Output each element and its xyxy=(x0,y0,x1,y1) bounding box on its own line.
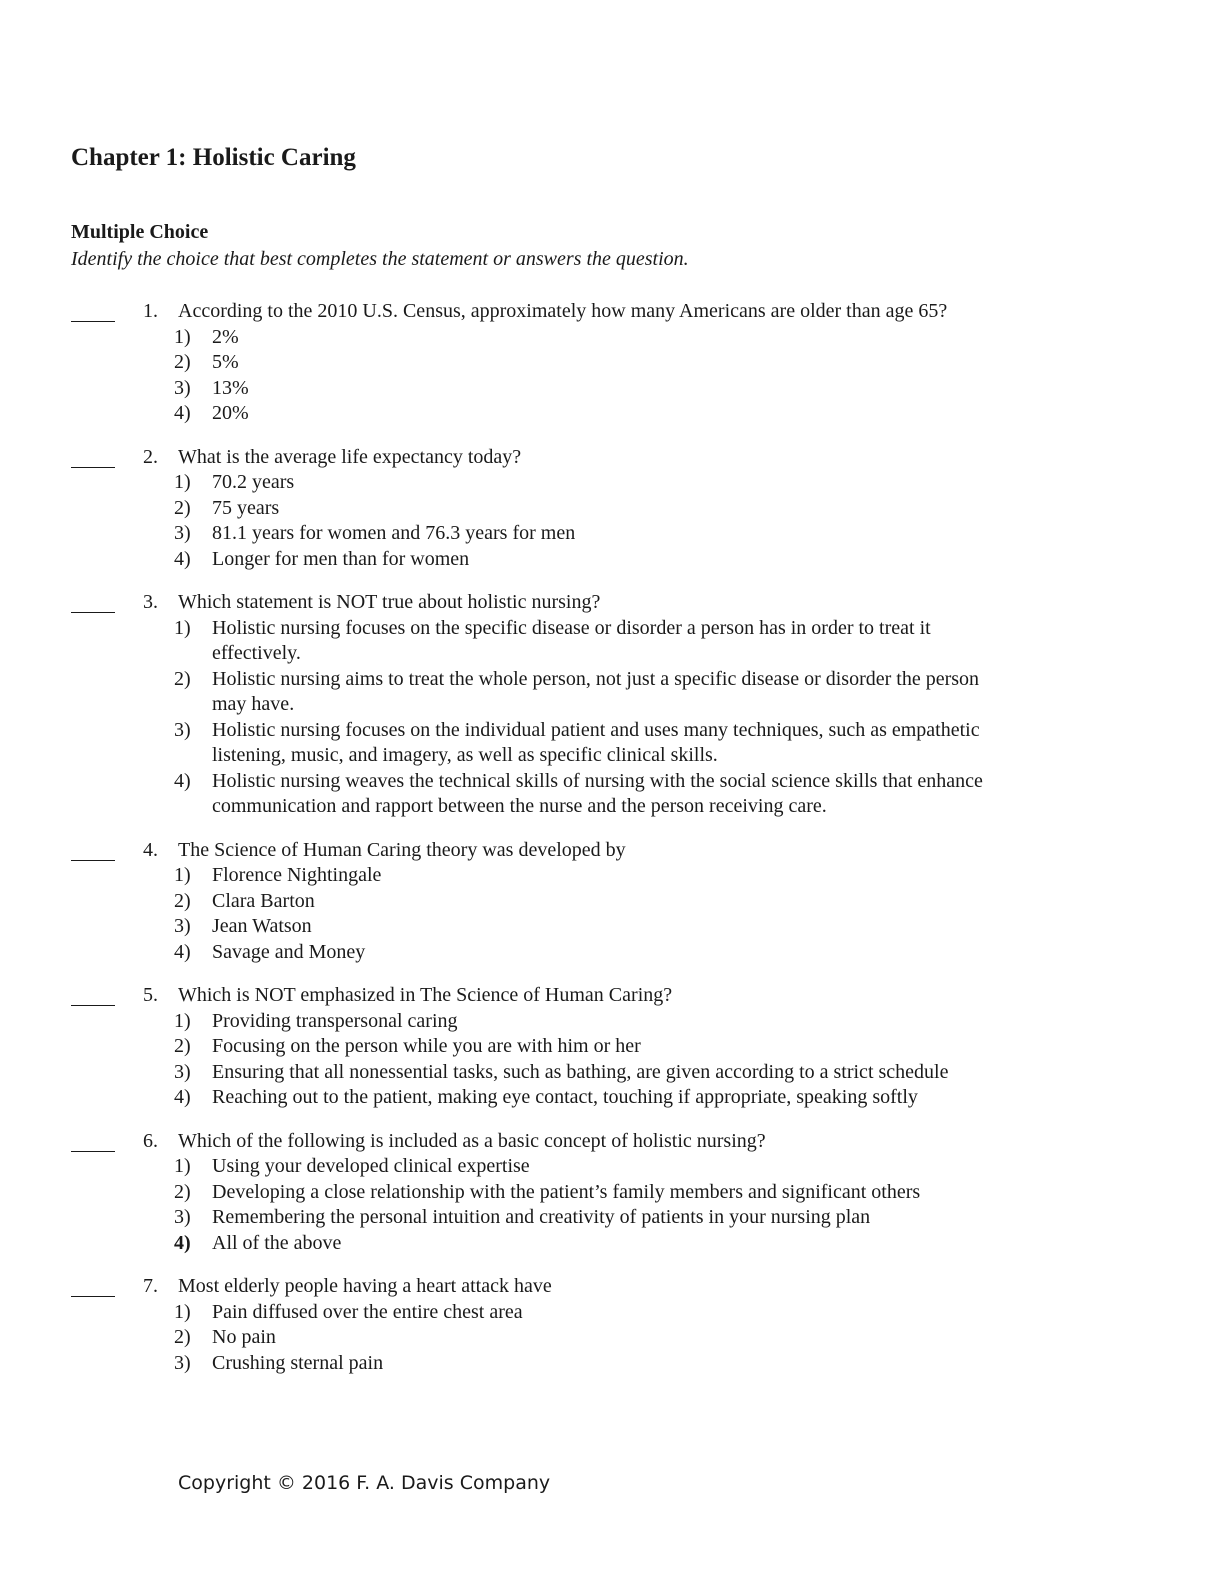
option-number: 1) xyxy=(174,1300,191,1323)
question-stem xyxy=(0,838,1224,864)
question-number: 6. xyxy=(143,1129,158,1152)
answer-blank[interactable] xyxy=(71,1274,115,1297)
option-text: Holistic nursing focuses on the individual patient and uses many techniques, such as empathetic listening, music, and imagery, as well as specific clinical skills. xyxy=(212,718,980,766)
section-heading: Multiple Choice xyxy=(71,221,209,243)
option-text: 5% xyxy=(212,351,239,373)
question-number: 7. xyxy=(143,1275,158,1297)
answer-option xyxy=(0,889,1002,915)
answer-option xyxy=(0,1009,1002,1035)
option-number: 2) xyxy=(174,496,191,519)
answer-option xyxy=(0,401,1002,427)
answer-option xyxy=(0,667,1002,718)
option-number: 1) xyxy=(174,864,191,886)
option-text: Holistic nursing aims to treat the whole person, not just a specific disease or disorder the person may have. xyxy=(212,667,980,715)
option-text: Clara Barton xyxy=(212,889,315,912)
answer-option xyxy=(0,1231,1002,1257)
option-number: 2) xyxy=(174,1035,191,1057)
question-item xyxy=(0,838,1224,966)
option-list xyxy=(0,1009,1224,1111)
answer-blank[interactable] xyxy=(71,299,115,322)
answer-option xyxy=(0,470,1002,496)
question-stem xyxy=(0,1129,1224,1155)
question-list xyxy=(0,299,1224,1394)
question-text: According to the 2010 U.S. Census, approximately how many Americans are older than age 65? xyxy=(178,300,948,322)
option-number: 1) xyxy=(174,1155,191,1177)
option-list xyxy=(0,1300,1224,1377)
answer-option xyxy=(0,1060,1002,1086)
question-stem xyxy=(0,299,1224,325)
question-number: 1. xyxy=(143,300,158,322)
option-text: Crushing sternal pain xyxy=(212,1351,384,1374)
answer-option xyxy=(0,1325,1002,1351)
answer-option xyxy=(0,1154,1002,1180)
option-number: 1) xyxy=(174,471,191,493)
question-item xyxy=(0,590,1224,820)
answer-blank[interactable] xyxy=(71,445,115,468)
answer-option xyxy=(0,350,1002,376)
option-text: 75 years xyxy=(212,496,280,519)
option-number: 4) xyxy=(174,769,191,792)
option-text: Pain diffused over the entire chest area xyxy=(212,1300,523,1323)
option-list xyxy=(0,863,1224,965)
option-number: 3) xyxy=(174,1060,191,1083)
copyright-footer: Copyright © 2016 F. A. Davis Company xyxy=(178,1472,551,1494)
option-list xyxy=(0,1154,1224,1256)
option-text: Focusing on the person while you are with him or her xyxy=(212,1035,641,1057)
answer-option xyxy=(0,914,1002,940)
option-text: Florence Nightingale xyxy=(212,864,382,886)
option-number: 4) xyxy=(174,402,191,424)
question-text: Which statement is NOT true about holistic nursing? xyxy=(178,591,601,613)
instructions: Identify the choice that best completes the statement or answers the question. xyxy=(71,248,689,270)
option-number: 4) xyxy=(174,1231,191,1254)
option-number: 2) xyxy=(174,351,191,373)
answer-option xyxy=(0,547,1002,573)
option-list xyxy=(0,616,1224,820)
option-number: 3) xyxy=(174,1351,191,1374)
answer-option xyxy=(0,496,1002,522)
option-text: Holistic nursing focuses on the specific disease or disorder a person has in order to treat it effectively. xyxy=(212,616,931,664)
option-text: Jean Watson xyxy=(212,915,312,937)
option-text: Ensuring that all nonessential tasks, such as bathing, are given according to a strict schedule xyxy=(212,1060,949,1083)
option-number: 3) xyxy=(174,1206,191,1228)
answer-option xyxy=(0,1034,1002,1060)
option-number: 2) xyxy=(174,1326,191,1348)
answer-option xyxy=(0,521,1002,547)
answer-option xyxy=(0,863,1002,889)
option-number: 4) xyxy=(174,940,191,963)
answer-option xyxy=(0,1205,1002,1231)
option-number: 4) xyxy=(174,547,191,570)
question-stem xyxy=(0,590,1224,616)
question-number: 2. xyxy=(143,445,158,468)
option-text: 20% xyxy=(212,402,249,424)
answer-blank[interactable] xyxy=(71,1129,115,1152)
option-text: Savage and Money xyxy=(212,940,366,963)
question-item xyxy=(0,1129,1224,1257)
option-text: Providing transpersonal caring xyxy=(212,1009,458,1032)
question-number: 5. xyxy=(143,984,158,1006)
option-text: Developing a close relationship with the patient’s family members and significant others xyxy=(212,1180,921,1203)
answer-blank[interactable] xyxy=(71,983,115,1006)
option-text: Remembering the personal intuition and creativity of patients in your nursing plan xyxy=(212,1206,871,1228)
answer-option xyxy=(0,769,1002,820)
option-text: Reaching out to the patient, making eye contact, touching if appropriate, speaking softly xyxy=(212,1086,918,1108)
chapter-title: Chapter 1: Holistic Caring xyxy=(71,144,356,171)
option-number: 2) xyxy=(174,889,191,912)
question-item xyxy=(0,299,1224,427)
answer-option xyxy=(0,1351,1002,1377)
option-number: 2) xyxy=(174,1180,191,1203)
answer-option xyxy=(0,376,1002,402)
answer-option xyxy=(0,1180,1002,1206)
question-stem xyxy=(0,983,1224,1009)
question-item xyxy=(0,983,1224,1111)
option-list xyxy=(0,325,1224,427)
option-number: 3) xyxy=(174,718,191,741)
option-text: 13% xyxy=(212,376,249,399)
option-number: 1) xyxy=(174,1009,191,1032)
answer-option xyxy=(0,718,1002,769)
option-list xyxy=(0,470,1224,572)
question-text: The Science of Human Caring theory was developed by xyxy=(178,838,626,861)
option-number: 4) xyxy=(174,1086,191,1108)
option-number: 3) xyxy=(174,915,191,937)
question-text: Which is NOT emphasized in The Science of Human Caring? xyxy=(178,984,673,1006)
question-number: 3. xyxy=(143,591,158,613)
question-text: Most elderly people having a heart attack have xyxy=(178,1275,552,1297)
option-text: 81.1 years for women and 76.3 years for men xyxy=(212,522,576,544)
answer-option xyxy=(0,940,1002,966)
option-text: No pain xyxy=(212,1326,276,1348)
answer-blank[interactable] xyxy=(71,838,115,861)
question-item xyxy=(0,1274,1224,1376)
option-number: 1) xyxy=(174,325,191,348)
question-text: What is the average life expectancy today? xyxy=(178,445,522,468)
answer-option xyxy=(0,325,1002,351)
question-text: Which of the following is included as a basic concept of holistic nursing? xyxy=(178,1129,766,1152)
option-number: 2) xyxy=(174,667,191,690)
option-number: 1) xyxy=(174,616,191,639)
option-text: All of the above xyxy=(212,1231,342,1254)
question-stem xyxy=(0,445,1224,471)
option-text: Using your developed clinical expertise xyxy=(212,1155,530,1177)
question-stem xyxy=(0,1274,1224,1300)
answer-option xyxy=(0,1085,1002,1111)
option-text: Longer for men than for women xyxy=(212,547,470,570)
option-text: Holistic nursing weaves the technical skills of nursing with the social science skills that enhance communication and rapport between the nurse and the person receiving care. xyxy=(212,769,983,817)
answer-option xyxy=(0,616,1002,667)
question-number: 4. xyxy=(143,838,158,861)
option-text: 70.2 years xyxy=(212,471,295,493)
answer-blank[interactable] xyxy=(71,590,115,613)
option-number: 3) xyxy=(174,376,191,399)
option-number: 3) xyxy=(174,522,191,544)
answer-option xyxy=(0,1300,1002,1326)
question-item xyxy=(0,445,1224,573)
option-text: 2% xyxy=(212,325,239,348)
